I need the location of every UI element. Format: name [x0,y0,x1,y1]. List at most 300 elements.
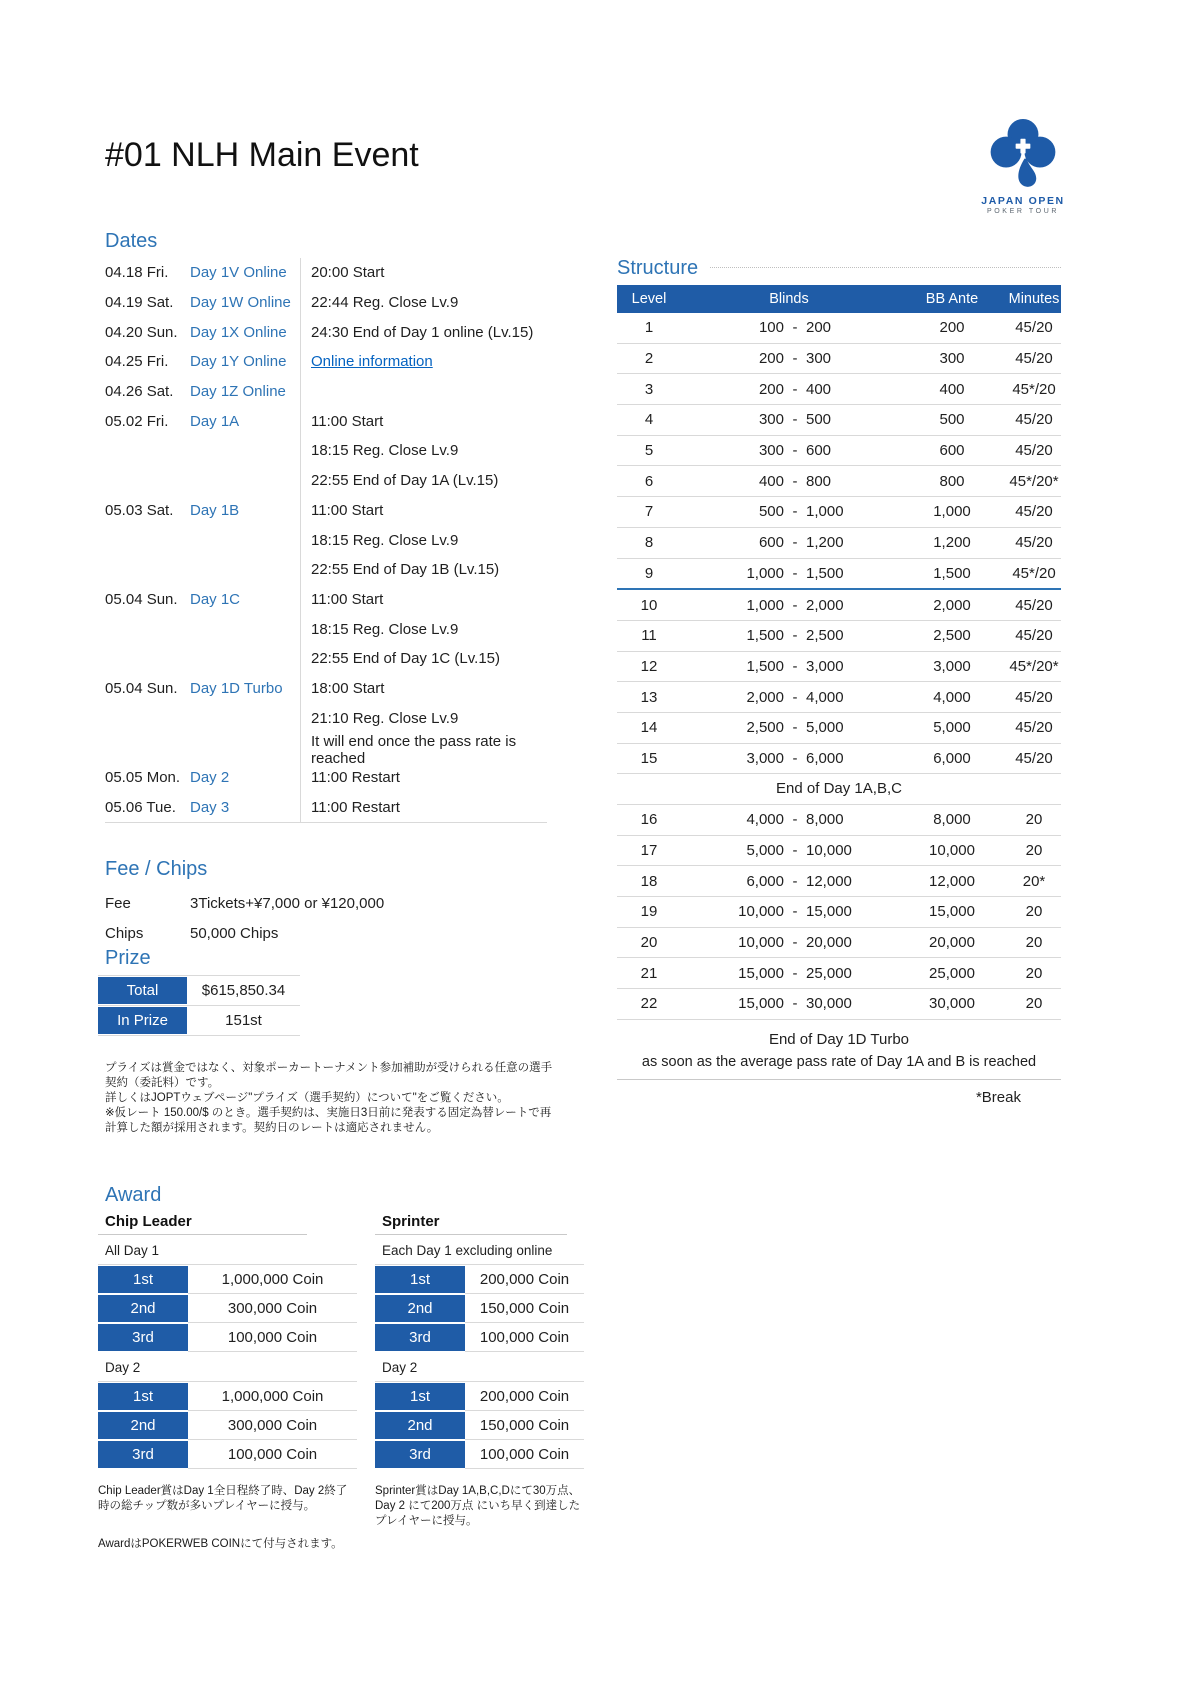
level-cell: 22 [640,995,658,1013]
award-row [375,1382,584,1411]
award-column [375,1212,584,1529]
structure-section [617,256,1061,1106]
time-cell: 22:55 End of Day 1A (Lv.15) [311,472,499,490]
award-row [375,1323,584,1352]
bb-ante-cell: 8,000 [933,811,971,829]
dates-row [105,288,547,318]
big-blind-cell: 6,000 [806,749,844,767]
award-column-title: Chip Leader [98,1212,307,1235]
bb-ante-cell: 5,000 [933,719,971,737]
dates-row [105,763,547,793]
small-blind-cell: 4,000 [746,811,784,829]
page-title: #01 NLH Main Event [105,136,419,174]
col-bb-ante: BB Ante [925,291,979,307]
blinds-dash: - [792,995,798,1013]
day-cell: Day 1C [190,590,241,608]
break-note: *Break [975,1088,1021,1106]
minutes-cell: 20* [1022,872,1046,890]
minutes-cell: 20 [1025,934,1043,952]
structure-footer-line2: as soon as the average pass rate of Day 1A and B is reached [641,1053,1037,1070]
level-cell: 5 [644,442,654,460]
structure-row [617,958,1061,989]
dates-row [105,644,547,674]
fee-label: Fee [105,894,131,912]
date-cell: 05.06 Tue. [105,798,176,816]
col-blinds: Blinds [769,291,809,307]
award-column [98,1212,357,1552]
blinds-cell [681,995,897,1012]
structure-row [617,682,1061,713]
level-cell: 19 [640,903,658,921]
big-blind-cell: 10,000 [806,842,852,860]
col-minutes: Minutes [1008,291,1060,307]
blinds-dash: - [792,564,798,582]
blinds-dash: - [792,964,798,982]
time-cell: 11:00 Restart [311,769,400,787]
small-blind-cell: 6,000 [746,872,784,890]
bb-ante-cell: 30,000 [929,995,975,1013]
day-cell: Day 1Y Online [190,353,287,371]
award-rank-badge: 2nd [98,1295,188,1322]
minutes-cell: 20 [1025,995,1043,1013]
big-blind-cell: 2,500 [806,627,844,645]
blinds-dash: - [792,442,798,460]
bb-ante-cell: 300 [939,350,965,368]
small-blind-cell: 1,500 [746,657,784,675]
prize-table [98,975,300,1036]
award-note: Sprinter賞はDay 1A,B,C,Dにて30万点、Day 2 にて200万点 にいち早く到達したプレイヤーに授与。 [375,1485,581,1527]
date-cell: 04.18 Fri. [105,264,169,282]
bb-ante-cell: 400 [939,380,965,398]
level-cell: 21 [640,964,658,982]
blinds-cell [681,473,897,490]
award-row [375,1294,584,1323]
award-row [375,1411,584,1440]
big-blind-cell: 300 [806,350,832,368]
small-blind-cell: 10,000 [738,903,784,921]
award-heading: Award [105,1184,162,1206]
blinds-cell [681,934,897,951]
bb-ante-cell: 800 [939,472,965,490]
level-cell: 12 [640,657,658,675]
date-cell: 04.20 Sun. [105,323,178,341]
blinds-dash: - [792,811,798,829]
award-group-label: All Day 1 [98,1235,357,1265]
small-blind-cell: 600 [758,534,784,552]
dates-row [105,585,547,615]
level-cell: 17 [640,842,658,860]
date-cell: 05.03 Sat. [105,501,174,519]
big-blind-cell: 2,000 [806,596,844,614]
small-blind-cell: 500 [758,503,784,521]
blinds-dash: - [792,350,798,368]
award-row [375,1440,584,1469]
prize-total-badge: Total [98,977,187,1004]
chips-value: 50,000 Chips [190,924,279,942]
logo-text-japan-open: JAPAN OPEN [981,195,1065,207]
level-cell: 2 [644,350,654,368]
minutes-cell: 45*/20 [1012,564,1056,582]
award-row [98,1323,357,1352]
award-value: 100,000 Coin [465,1323,584,1352]
time-cell: It will end once the pass rate is reached [311,733,517,767]
level-cell: 3 [644,380,654,398]
award-rank-badge: 1st [375,1266,465,1293]
structure-row [617,466,1061,497]
day-cell: Day 2 [190,769,230,787]
award-columns [98,1212,584,1552]
level-cell: 13 [640,688,658,706]
dates-heading: Dates [105,230,158,252]
award-value: 1,000,000 Coin [188,1382,357,1411]
award-row [98,1411,357,1440]
structure-row [617,374,1061,405]
fee-chips-heading: Fee / Chips [105,858,208,880]
big-blind-cell: 12,000 [806,872,852,890]
blinds-cell [681,565,897,582]
fee-row [105,888,555,918]
structure-heading: Structure [617,257,699,279]
blinds-dash: - [792,472,798,490]
prize-note-line: ※仮レート 150.00/$ のとき。選手契約は、実施日3日前に発表する固定為替レートで再計算した額が採用されます。契約日のレートは適応されません。 [105,1107,552,1134]
dates-row [105,792,547,822]
blinds-dash: - [792,380,798,398]
bb-ante-cell: 20,000 [929,934,975,952]
structure-row [617,836,1061,867]
minutes-cell: 45/20 [1015,442,1053,460]
big-blind-cell: 30,000 [806,995,852,1013]
blinds-dash: - [792,503,798,521]
structure-row [617,989,1061,1020]
prize-note-line: 詳しくはJOPTウェブページ"プライズ（選手契約）について"をご覧ください。 [105,1092,509,1104]
award-column-title: Sprinter [375,1212,567,1235]
day-cell: Day 1Z Online [190,383,286,401]
bb-ante-cell: 10,000 [929,842,975,860]
bb-ante-cell: 25,000 [929,964,975,982]
award-value: 200,000 Coin [465,1265,584,1294]
small-blind-cell: 200 [758,350,784,368]
structure-merged-row: End of Day 1A,B,C [617,774,1061,805]
big-blind-cell: 8,000 [806,811,844,829]
time-cell: 18:15 Reg. Close Lv.9 [311,442,459,460]
bb-ante-cell: 500 [939,411,965,429]
day-cell: Day 1V Online [190,264,287,282]
prize-note-line: プライズは賞金ではなく、対象ポーカートーナメント参加補助が受けられる任意の選手契約（委託料）です。 [105,1062,553,1089]
level-cell: 1 [644,319,654,337]
bb-ante-cell: 4,000 [933,688,971,706]
dates-column-divider [300,258,301,822]
date-cell: 04.19 Sat. [105,294,174,312]
minutes-cell: 45/20 [1015,688,1053,706]
prize-inprize-value: 151st [225,1012,262,1029]
award-value: 150,000 Coin [465,1411,584,1440]
minutes-cell: 45/20 [1015,319,1053,337]
small-blind-cell: 400 [758,472,784,490]
date-cell: 05.04 Sun. [105,679,178,697]
big-blind-cell: 600 [806,442,832,460]
blinds-dash: - [792,872,798,890]
dates-row [105,436,547,466]
minutes-cell: 20 [1025,903,1043,921]
small-blind-cell: 15,000 [738,995,784,1013]
day-cell: Day 1W Online [190,294,291,312]
structure-row [617,344,1061,375]
award-rank-badge: 1st [375,1383,465,1410]
structure-header-row [617,285,1061,313]
award-rank-badge: 2nd [375,1412,465,1439]
prize-total-value: $615,850.34 [201,982,286,999]
dates-row [105,496,547,526]
blinds-dash: - [792,842,798,860]
big-blind-cell: 25,000 [806,964,852,982]
minutes-cell: 45*/20 [1012,380,1056,398]
time-cell: 11:00 Restart [311,798,400,816]
date-cell: 05.04 Sun. [105,590,178,608]
minutes-cell: 45/20 [1015,350,1053,368]
award-value: 100,000 Coin [465,1440,584,1469]
bb-ante-cell: 3,000 [933,657,971,675]
structure-bottom-rule [617,1079,1061,1080]
award-group-label: Each Day 1 excluding online [375,1235,584,1265]
bb-ante-cell: 15,000 [929,903,975,921]
fee-chips-section [105,857,555,948]
structure-body [617,313,1061,1020]
bb-ante-cell: 600 [939,442,965,460]
structure-row [617,590,1061,621]
dates-row [105,703,547,733]
award-rank-badge: 3rd [375,1441,465,1468]
award-value: 300,000 Coin [188,1294,357,1323]
big-blind-cell: 3,000 [806,657,844,675]
small-blind-cell: 5,000 [746,842,784,860]
prize-inprize-badge: In Prize [98,1007,187,1034]
blinds-cell [681,842,897,859]
level-cell: 18 [640,872,658,890]
online-information-link[interactable]: Online information [311,353,433,371]
blinds-dash: - [792,534,798,552]
structure-row [617,928,1061,959]
small-blind-cell: 15,000 [738,964,784,982]
level-cell: 6 [644,472,654,490]
award-rank-badge: 3rd [98,1441,188,1468]
time-cell: 20:00 Start [311,264,385,282]
blinds-dash: - [792,688,798,706]
dates-row [105,614,547,644]
blinds-cell [681,811,897,828]
blinds-cell [681,965,897,982]
prize-row [98,976,300,1006]
structure-row [617,713,1061,744]
minutes-cell: 45/20 [1015,411,1053,429]
time-cell: 18:15 Reg. Close Lv.9 [311,620,459,638]
blinds-dash: - [792,411,798,429]
time-cell: 11:00 Start [311,590,384,608]
award-group-label: Day 2 [98,1352,357,1382]
col-level: Level [631,291,667,307]
time-cell: 11:00 Start [311,412,384,430]
structure-footer-line1: End of Day 1D Turbo [768,1030,910,1048]
blinds-cell [681,503,897,520]
level-cell: 11 [641,627,657,645]
bb-ante-cell: 2,000 [933,596,971,614]
blinds-dash: - [792,627,798,645]
time-cell: 22:55 End of Day 1C (Lv.15) [311,650,500,668]
blinds-dash: - [792,596,798,614]
big-blind-cell: 5,000 [806,719,844,737]
big-blind-cell: 4,000 [806,688,844,706]
day-cell: Day 1D Turbo [190,679,283,697]
level-cell: 16 [640,811,658,829]
structure-row [617,559,1061,591]
chips-row [105,918,555,948]
award-note: Chip Leader賞はDay 1全日程終了時、Day 2終了時の総チップ数が多いプレイヤーに授与。 [98,1485,348,1512]
blinds-cell [681,442,897,459]
small-blind-cell: 2,500 [746,719,784,737]
dates-table [105,258,547,823]
minutes-cell: 45/20 [1015,503,1053,521]
time-cell: 21:10 Reg. Close Lv.9 [311,709,459,727]
structure-row [617,744,1061,775]
minutes-cell: 45/20 [1015,719,1053,737]
blinds-cell [681,534,897,551]
bb-ante-cell: 1,500 [933,564,971,582]
structure-row [617,405,1061,436]
small-blind-cell: 2,000 [746,688,784,706]
award-rank-badge: 3rd [375,1324,465,1351]
level-cell: 9 [644,564,654,582]
date-cell: 05.02 Fri. [105,412,169,430]
blinds-dash: - [792,934,798,952]
award-row [375,1265,584,1294]
structure-row [617,497,1061,528]
time-cell: 18:15 Reg. Close Lv.9 [311,531,459,549]
award-rank-badge: 2nd [375,1295,465,1322]
level-cell: 20 [640,934,658,952]
time-cell: 22:55 End of Day 1B (Lv.15) [311,561,500,579]
day-cell: Day 1A [190,412,240,430]
blinds-cell [681,627,897,644]
small-blind-cell: 3,000 [746,749,784,767]
small-blind-cell: 100 [758,319,784,337]
heading-leader-line [710,267,1061,268]
minutes-cell: 45/20 [1015,596,1053,614]
blinds-dash: - [792,903,798,921]
structure-row [617,805,1061,836]
prize-row [98,1006,300,1036]
dates-row [105,674,547,704]
bb-ante-cell: 1,000 [933,503,971,521]
small-blind-cell: 200 [758,380,784,398]
bb-ante-cell: 12,000 [929,872,975,890]
minutes-cell: 20 [1025,964,1043,982]
structure-row [617,652,1061,683]
time-cell: 22:44 Reg. Close Lv.9 [311,294,459,312]
award-value: 200,000 Coin [465,1382,584,1411]
minutes-cell: 45*/20* [1009,657,1059,675]
big-blind-cell: 1,000 [806,503,844,521]
prize-note [105,1061,560,1136]
award-value: 150,000 Coin [465,1294,584,1323]
minutes-cell: 45/20 [1015,749,1053,767]
blinds-dash: - [792,719,798,737]
award-value: 1,000,000 Coin [188,1265,357,1294]
blinds-cell [681,658,897,675]
prize-heading: Prize [105,947,151,969]
small-blind-cell: 1,000 [746,596,784,614]
award-group-label: Day 2 [375,1352,584,1382]
award-value: 100,000 Coin [188,1323,357,1352]
blinds-cell [681,719,897,736]
chips-label: Chips [105,924,144,942]
award-row [98,1382,357,1411]
small-blind-cell: 300 [758,411,784,429]
level-cell: 8 [644,534,654,552]
blinds-dash: - [792,657,798,675]
minutes-cell: 20 [1025,811,1043,829]
big-blind-cell: 15,000 [806,903,852,921]
structure-row [617,528,1061,559]
bb-ante-cell: 6,000 [933,749,971,767]
blinds-cell [681,903,897,920]
dates-row [105,555,547,585]
minutes-cell: 45/20 [1015,534,1053,552]
date-cell: 04.25 Fri. [105,353,169,371]
blinds-cell [681,411,897,428]
blinds-dash: - [792,749,798,767]
minutes-cell: 45*/20* [1009,472,1059,490]
dates-row [105,317,547,347]
dates-row [105,733,547,767]
dates-row [105,466,547,496]
small-blind-cell: 300 [758,442,784,460]
small-blind-cell: 1,500 [746,627,784,645]
time-cell: 24:30 End of Day 1 online (Lv.15) [311,323,534,341]
level-cell: 4 [644,411,654,429]
blinds-cell [681,350,897,367]
minutes-cell: 45/20 [1015,627,1053,645]
dates-row [105,258,547,288]
blinds-cell [681,750,897,767]
blinds-cell [681,873,897,890]
award-value: 100,000 Coin [188,1440,357,1469]
structure-row [617,621,1061,652]
blinds-cell [681,597,897,614]
level-cell: 10 [640,596,658,614]
day-cell: Day 1X Online [190,323,287,341]
day-cell: Day 1B [190,501,240,519]
structure-row [617,866,1061,897]
bb-ante-cell: 200 [939,319,965,337]
award-rank-badge: 3rd [98,1324,188,1351]
blinds-cell [681,689,897,706]
date-cell: 05.05 Mon. [105,769,181,787]
bb-ante-cell: 1,200 [933,534,971,552]
dates-row [105,347,547,377]
level-cell: 7 [644,503,654,521]
big-blind-cell: 800 [806,472,832,490]
logo-text-poker-tour: POKER TOUR [986,208,1060,215]
blinds-cell [681,319,897,336]
award-extra-note: AwardはPOKERWEB COINにて付与されます。 [98,1538,343,1550]
level-cell: 14 [640,719,658,737]
big-blind-cell: 500 [806,411,832,429]
big-blind-cell: 1,500 [806,564,844,582]
small-blind-cell: 1,000 [746,564,784,582]
big-blind-cell: 200 [806,319,832,337]
jopt-logo [968,116,1078,215]
fee-value: 3Tickets+¥7,000 or ¥120,000 [190,894,385,912]
big-blind-cell: 400 [806,380,832,398]
